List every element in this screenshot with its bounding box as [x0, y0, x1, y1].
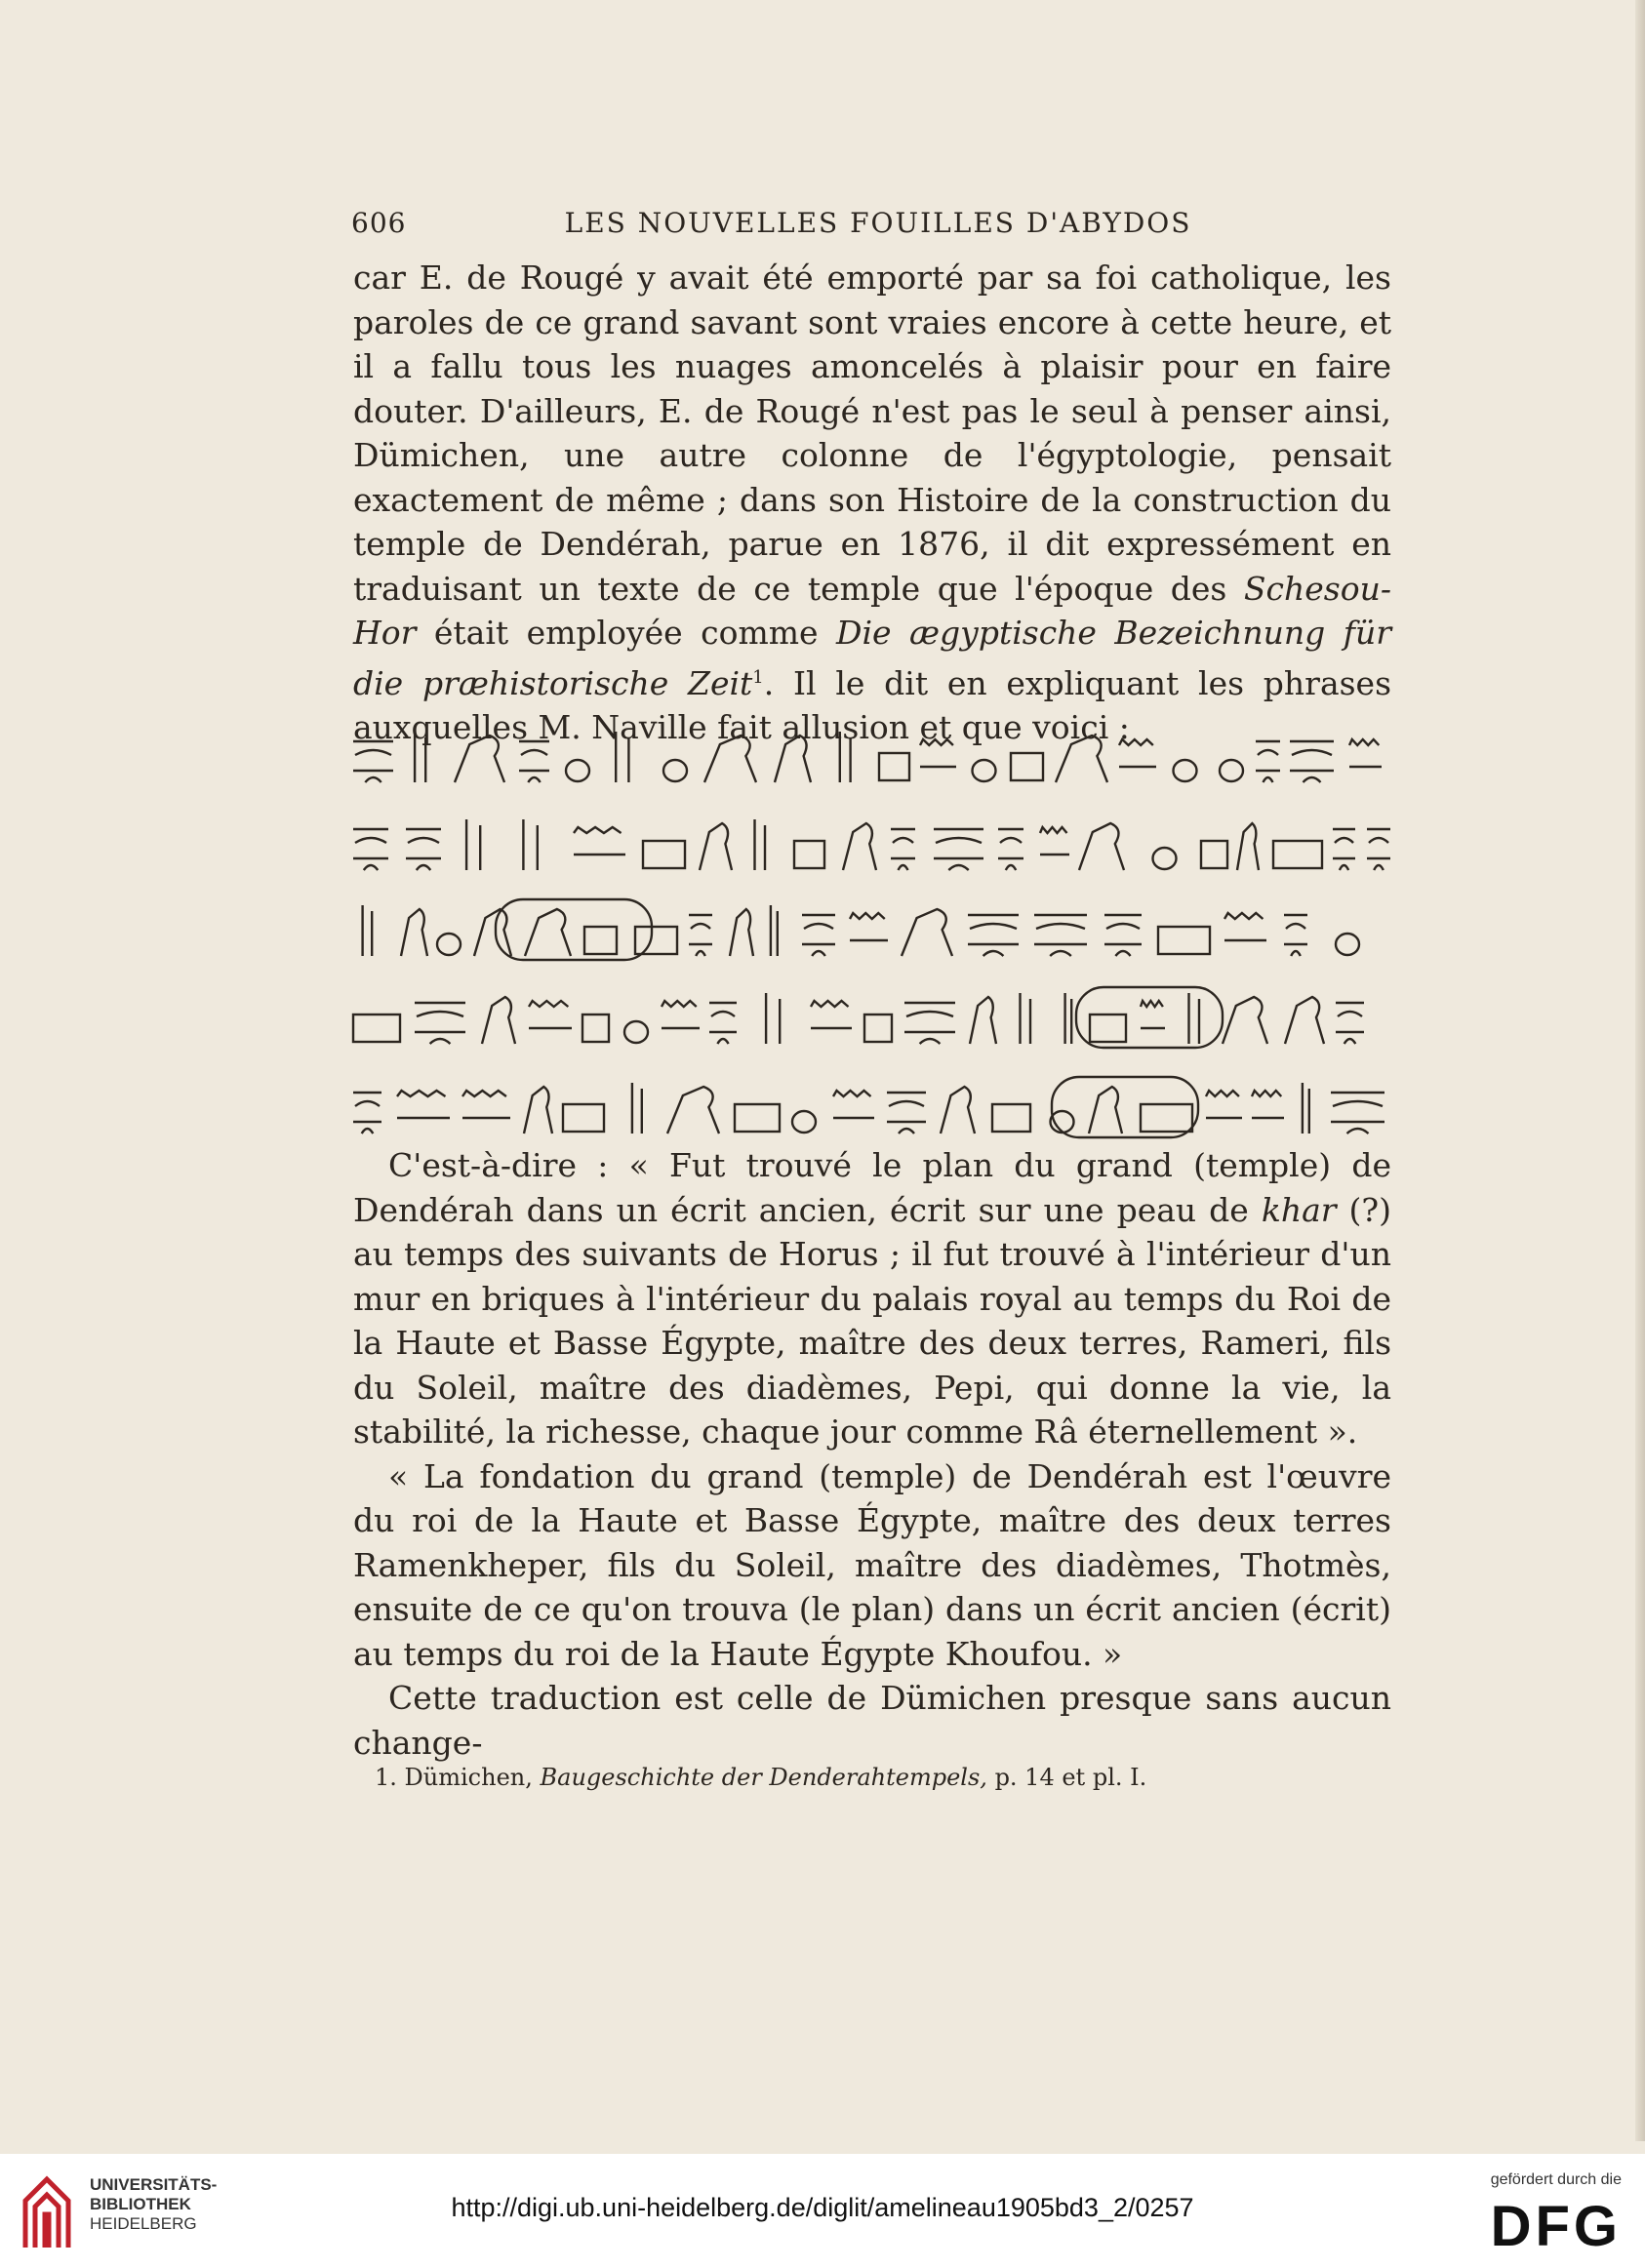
footnote-number: 1. — [375, 1764, 397, 1791]
footnote-author: Dümichen, — [404, 1764, 533, 1791]
para1-text-b: était employée comme — [416, 614, 837, 652]
page-edge — [1635, 0, 1645, 2141]
quote-1: C'est-à-dire : « Fut trouvé le plan du grand (temple) de Dendérah dans un écrit ancien, écrit sur une peau de khar (?) au temps des suivants de Horus ; il fut trouvé à l'intérieur d'un mur en briques à l'intérieur du palais royal au temps du Roi de la Haute et Basse Égypte, maître des deux terres, Rameri, fils du Soleil, maître des diadèmes, Pepi, qui donne la vie, la stabilité, la richesse, chaque jour comme Râ éternellement ». — [353, 1146, 1391, 1451]
para1-text-a: car E. de Rougé y avait été emporté par sa foi catholique, les paroles de ce grand savant sont vraies encore à cette heure, et il a fallu tous les nuages amoncelés à plaisir pour en faire douter. D'ailleurs, E. de Rougé n'est pas le seul à penser ainsi, Dümichen, une autre colonne de l'égyptologie, pensait exactement de même ; dans son Histoire de la construction du temple de Dendérah, parue en 1876, il dit expressément en traduisant un texte de ce temple que l'époque des — [353, 259, 1391, 608]
hieroglyph-line — [353, 732, 1382, 782]
dfg-logo: DFG — [1490, 2195, 1622, 2258]
footnote-ref[interactable]: 1 — [752, 666, 764, 688]
footer-bar — [0, 2154, 1645, 2268]
para1-italic-a: Schesou-Hor — [353, 569, 1391, 652]
library-name: UNIVERSITÄTS- BIBLIOTHEK HEIDELBERG — [90, 2175, 218, 2233]
hieroglyph-figure — [349, 714, 1395, 1148]
footnote-work: Baugeschichte der Denderahtempels, — [540, 1764, 987, 1791]
hieroglyph-block — [349, 714, 1395, 1148]
page-number: 606 — [351, 207, 407, 239]
hieroglyph-line — [363, 899, 1359, 960]
quote-2: « La fondation du grand (temple) de Dendérah est l'œuvre du roi de la Haute et Basse Égypte, maître des deux terres Ramenkheper, fils du Soleil, maître des diadèmes, Thotmès, ensuite de ce qu'on trouva (le plan) dans un écrit ancien (écrit) au temps du roi de la Haute Égypte Khoufou. » — [353, 1456, 1391, 1673]
quote1-italic: khar — [1261, 1190, 1337, 1229]
hieroglyph-line — [353, 987, 1364, 1048]
hieroglyph-line — [353, 1077, 1384, 1137]
translation-block — [353, 1143, 1391, 1765]
hieroglyph-line — [353, 819, 1390, 870]
running-head — [351, 207, 1405, 246]
permalink-url[interactable]: http://digi.ub.uni-heidelberg.de/diglit/amelineau1905bd3_2/0257 — [451, 2193, 1194, 2222]
para1-text-c: . Il le dit en expliquant les phrases auxquelles M. Naville fait allusion et que voici : — [353, 663, 1392, 746]
footnote-ref-pages: p. 14 et pl. I. — [994, 1764, 1147, 1791]
footnote — [375, 1764, 1146, 1791]
funder-caption: gefördert durch die — [1490, 2171, 1622, 2188]
paragraph-last: Cette traduction est celle de Dümichen presque sans aucun change- — [353, 1679, 1391, 1762]
body-paragraph-1 — [353, 256, 1391, 750]
para1-italic-b: Die ægyptische Bezeichnung für die præhistorische Zeit — [353, 614, 1391, 702]
running-title: LES NOUVELLES FOUILLES D'ABYDOS — [564, 207, 1192, 239]
